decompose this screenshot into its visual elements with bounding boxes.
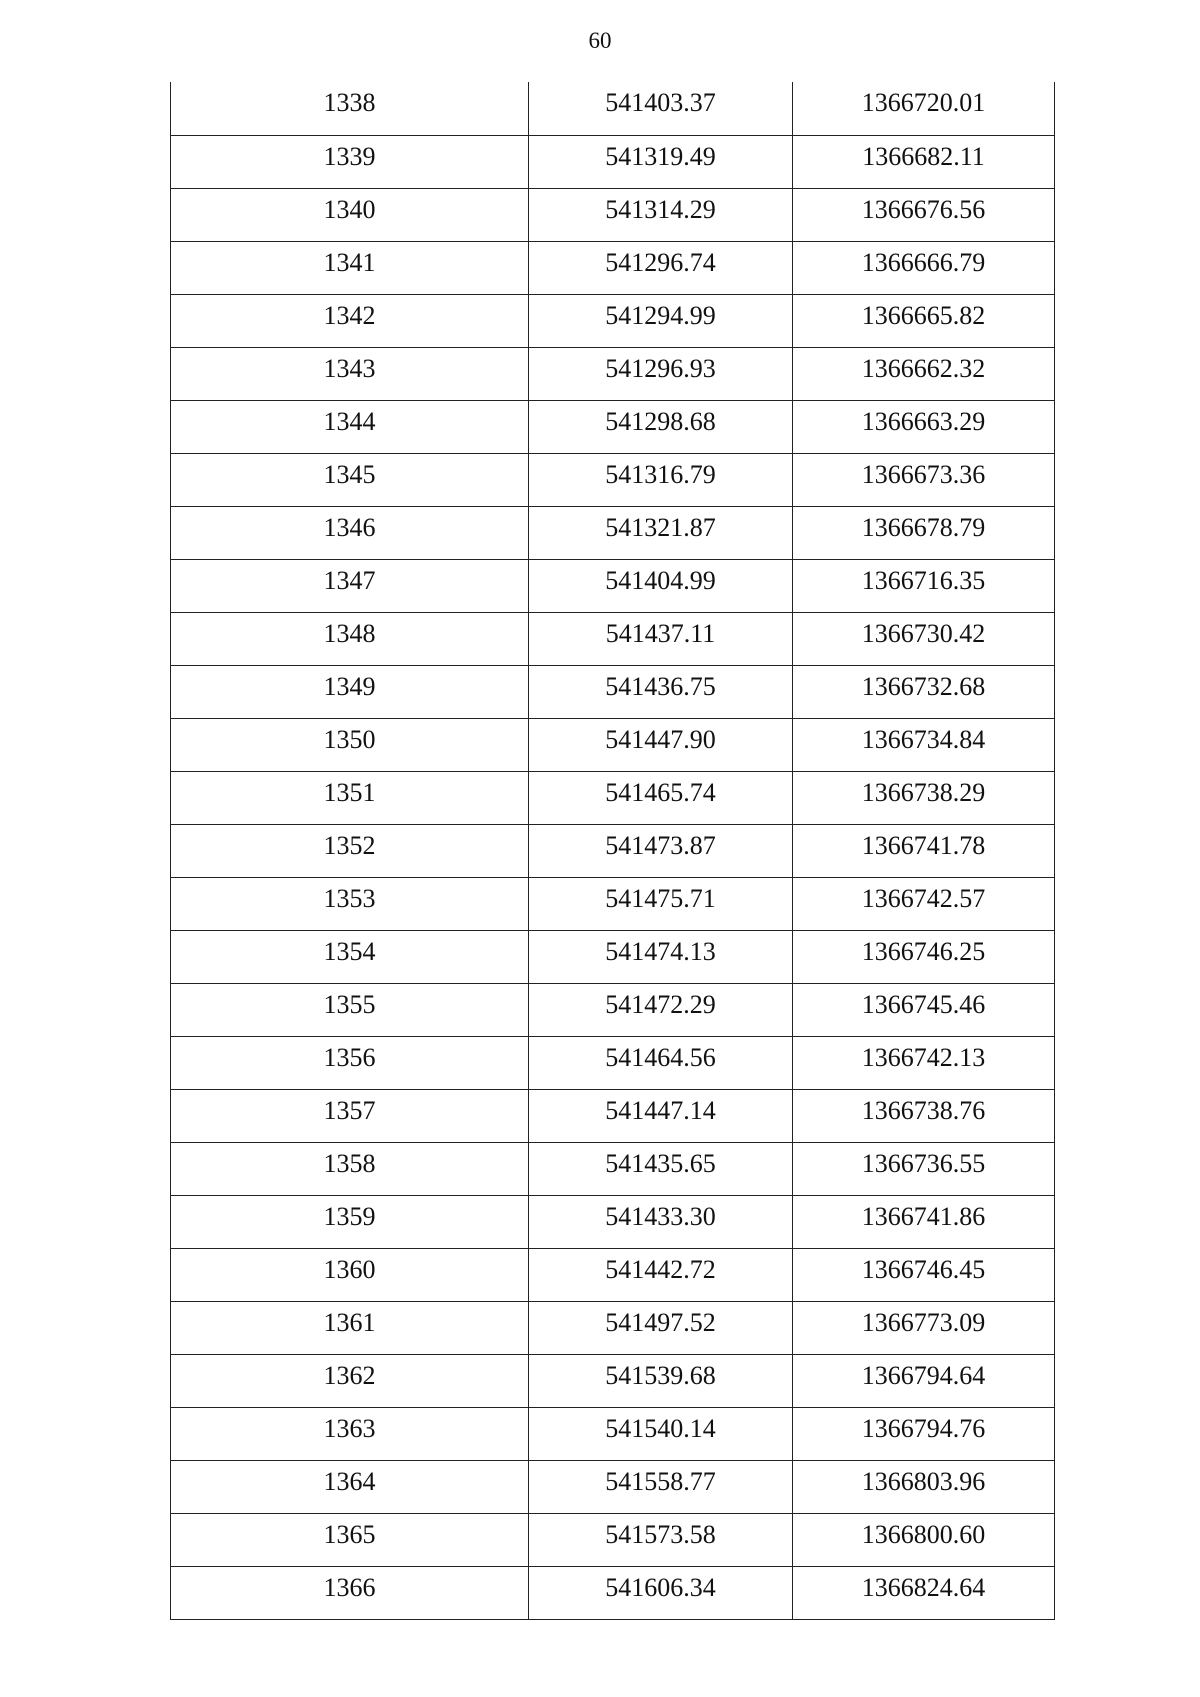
- point-number-cell: 1339: [171, 135, 529, 188]
- y-coordinate-cell: 1366824.64: [793, 1566, 1055, 1619]
- x-coordinate-cell: 541540.14: [529, 1407, 793, 1460]
- table-row: [171, 824, 1055, 877]
- x-coordinate-cell: 541473.87: [529, 824, 793, 877]
- y-coordinate-cell: 1366794.64: [793, 1354, 1055, 1407]
- point-number-cell: 1340: [171, 188, 529, 241]
- x-coordinate-cell: 541539.68: [529, 1354, 793, 1407]
- y-coordinate-cell: 1366665.82: [793, 294, 1055, 347]
- point-number-cell: 1365: [171, 1513, 529, 1566]
- coordinates-table-body: [171, 82, 1055, 1619]
- x-coordinate-cell: 541316.79: [529, 453, 793, 506]
- x-coordinate-cell: 541321.87: [529, 506, 793, 559]
- point-number-cell: 1353: [171, 877, 529, 930]
- x-coordinate-cell: 541475.71: [529, 877, 793, 930]
- table-row: [171, 1301, 1055, 1354]
- table-row: [171, 135, 1055, 188]
- y-coordinate-cell: 1366800.60: [793, 1513, 1055, 1566]
- table-row: [171, 877, 1055, 930]
- x-coordinate-cell: 541437.11: [529, 612, 793, 665]
- table-row: [171, 82, 1055, 135]
- x-coordinate-cell: 541319.49: [529, 135, 793, 188]
- table-row: [171, 1460, 1055, 1513]
- table-row: [171, 400, 1055, 453]
- y-coordinate-cell: 1366773.09: [793, 1301, 1055, 1354]
- point-number-cell: 1345: [171, 453, 529, 506]
- x-coordinate-cell: 541296.74: [529, 241, 793, 294]
- y-coordinate-cell: 1366738.76: [793, 1089, 1055, 1142]
- x-coordinate-cell: 541606.34: [529, 1566, 793, 1619]
- table-row: [171, 665, 1055, 718]
- table-row: [171, 983, 1055, 1036]
- table-row: [171, 1354, 1055, 1407]
- table-row: [171, 453, 1055, 506]
- x-coordinate-cell: 541296.93: [529, 347, 793, 400]
- x-coordinate-cell: 541294.99: [529, 294, 793, 347]
- table-row: [171, 559, 1055, 612]
- y-coordinate-cell: 1366746.25: [793, 930, 1055, 983]
- x-coordinate-cell: 541442.72: [529, 1248, 793, 1301]
- x-coordinate-cell: 541433.30: [529, 1195, 793, 1248]
- x-coordinate-cell: 541573.58: [529, 1513, 793, 1566]
- y-coordinate-cell: 1366730.42: [793, 612, 1055, 665]
- point-number-cell: 1354: [171, 930, 529, 983]
- page-number: 60: [588, 28, 612, 53]
- x-coordinate-cell: 541558.77: [529, 1460, 793, 1513]
- table-row: [171, 506, 1055, 559]
- x-coordinate-cell: 541314.29: [529, 188, 793, 241]
- y-coordinate-cell: 1366742.13: [793, 1036, 1055, 1089]
- y-coordinate-cell: 1366745.46: [793, 983, 1055, 1036]
- y-coordinate-cell: 1366738.29: [793, 771, 1055, 824]
- x-coordinate-cell: 541298.68: [529, 400, 793, 453]
- point-number-cell: 1350: [171, 718, 529, 771]
- y-coordinate-cell: 1366673.36: [793, 453, 1055, 506]
- y-coordinate-cell: 1366732.68: [793, 665, 1055, 718]
- table-row: [171, 1407, 1055, 1460]
- y-coordinate-cell: 1366682.11: [793, 135, 1055, 188]
- point-number-cell: 1358: [171, 1142, 529, 1195]
- y-coordinate-cell: 1366663.29: [793, 400, 1055, 453]
- point-number-cell: 1342: [171, 294, 529, 347]
- y-coordinate-cell: 1366742.57: [793, 877, 1055, 930]
- table-row: [171, 612, 1055, 665]
- x-coordinate-cell: 541435.65: [529, 1142, 793, 1195]
- point-number-cell: 1355: [171, 983, 529, 1036]
- table-row: [171, 188, 1055, 241]
- point-number-cell: 1359: [171, 1195, 529, 1248]
- table-row: [171, 1036, 1055, 1089]
- y-coordinate-cell: 1366741.86: [793, 1195, 1055, 1248]
- table-row: [171, 1089, 1055, 1142]
- point-number-cell: 1352: [171, 824, 529, 877]
- point-number-cell: 1364: [171, 1460, 529, 1513]
- table-row: [171, 1195, 1055, 1248]
- point-number-cell: 1356: [171, 1036, 529, 1089]
- x-coordinate-cell: 541474.13: [529, 930, 793, 983]
- point-number-cell: 1361: [171, 1301, 529, 1354]
- table-row: [171, 771, 1055, 824]
- table-row: [171, 1513, 1055, 1566]
- table-row: [171, 718, 1055, 771]
- point-number-cell: 1346: [171, 506, 529, 559]
- x-coordinate-cell: 541465.74: [529, 771, 793, 824]
- point-number-cell: 1347: [171, 559, 529, 612]
- point-number-cell: 1351: [171, 771, 529, 824]
- y-coordinate-cell: 1366720.01: [793, 82, 1055, 135]
- table-row: [171, 347, 1055, 400]
- table-row: [171, 1566, 1055, 1619]
- table-row: [171, 241, 1055, 294]
- point-number-cell: 1363: [171, 1407, 529, 1460]
- x-coordinate-cell: 541497.52: [529, 1301, 793, 1354]
- x-coordinate-cell: 541403.37: [529, 82, 793, 135]
- point-number-cell: 1366: [171, 1566, 529, 1619]
- point-number-cell: 1349: [171, 665, 529, 718]
- point-number-cell: 1341: [171, 241, 529, 294]
- y-coordinate-cell: 1366746.45: [793, 1248, 1055, 1301]
- x-coordinate-cell: 541472.29: [529, 983, 793, 1036]
- point-number-cell: 1343: [171, 347, 529, 400]
- table-row: [171, 1142, 1055, 1195]
- point-number-cell: 1348: [171, 612, 529, 665]
- x-coordinate-cell: 541447.14: [529, 1089, 793, 1142]
- coordinates-table: [170, 82, 1055, 1620]
- table-row: [171, 930, 1055, 983]
- y-coordinate-cell: 1366741.78: [793, 824, 1055, 877]
- point-number-cell: 1360: [171, 1248, 529, 1301]
- table-row: [171, 1248, 1055, 1301]
- y-coordinate-cell: 1366678.79: [793, 506, 1055, 559]
- y-coordinate-cell: 1366794.76: [793, 1407, 1055, 1460]
- x-coordinate-cell: 541436.75: [529, 665, 793, 718]
- y-coordinate-cell: 1366676.56: [793, 188, 1055, 241]
- y-coordinate-cell: 1366734.84: [793, 718, 1055, 771]
- point-number-cell: 1344: [171, 400, 529, 453]
- x-coordinate-cell: 541447.90: [529, 718, 793, 771]
- point-number-cell: 1362: [171, 1354, 529, 1407]
- point-number-cell: 1357: [171, 1089, 529, 1142]
- y-coordinate-cell: 1366716.35: [793, 559, 1055, 612]
- y-coordinate-cell: 1366662.32: [793, 347, 1055, 400]
- y-coordinate-cell: 1366803.96: [793, 1460, 1055, 1513]
- y-coordinate-cell: 1366666.79: [793, 241, 1055, 294]
- y-coordinate-cell: 1366736.55: [793, 1142, 1055, 1195]
- x-coordinate-cell: 541464.56: [529, 1036, 793, 1089]
- point-number-cell: 1338: [171, 82, 529, 135]
- table-row: [171, 294, 1055, 347]
- x-coordinate-cell: 541404.99: [529, 559, 793, 612]
